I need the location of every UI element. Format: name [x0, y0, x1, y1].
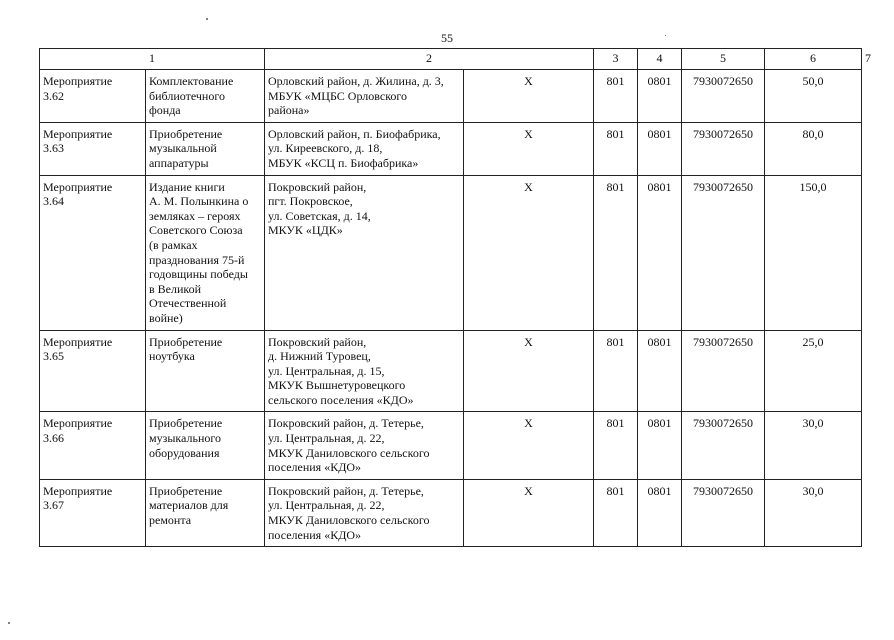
amount-cell: 150,0 [765, 175, 862, 330]
measure-cell: Мероприятие 3.66 [40, 412, 146, 479]
location-cell: Покровский район, д. Тетерье, ул. Центральная, д. 22, МКУК Даниловского сельского поселения «КДО» [265, 479, 464, 546]
name-cell: Комплектование библиотечного фонда [146, 70, 265, 123]
table-row [40, 479, 862, 546]
location-cell: Орловский район, д. Жилина, д. 3, МБУК «МЦБС Орловского района» [265, 70, 464, 123]
scan-speck [206, 18, 208, 20]
col5-cell: 0801 [638, 479, 682, 546]
col3-cell: Х [464, 122, 594, 175]
col3-cell: Х [464, 70, 594, 123]
location-cell: Покровский район, д. Нижний Туровец, ул. Центральная, д. 15, МКУК Вышнетуровецкого сельского поселения «КДО» [265, 330, 464, 412]
amount-cell: 50,0 [765, 70, 862, 123]
location-cell: Орловский район, п. Биофабрика, ул. Киреевского, д. 18, МБУК «КСЦ п. Биофабрика» [265, 122, 464, 175]
col5-cell: 0801 [638, 330, 682, 412]
amount-cell: 80,0 [765, 122, 862, 175]
col4-cell: 801 [594, 330, 638, 412]
col6-cell: 7930072650 [682, 122, 765, 175]
col3-cell: Х [464, 175, 594, 330]
measure-cell: Мероприятие 3.64 [40, 175, 146, 330]
header-cell-3: 3 [594, 49, 638, 70]
col5-cell: 0801 [638, 122, 682, 175]
col3-cell: Х [464, 479, 594, 546]
col4-cell: 801 [594, 122, 638, 175]
name-cell: Издание книги А. М. Полынкина о земляках – героях Советского Союза (в рамках празднования 75-й годовщины победы в Великой Отечественной войне) [146, 175, 265, 330]
col6-cell: 7930072650 [682, 175, 765, 330]
header-cell-5: 5 [682, 49, 765, 70]
col5-cell: 0801 [638, 412, 682, 479]
measure-cell: Мероприятие 3.62 [40, 70, 146, 123]
table-row [40, 330, 862, 412]
scan-speck [665, 35, 666, 36]
name-cell: Приобретение музыкального оборудования [146, 412, 265, 479]
col5-cell: 0801 [638, 175, 682, 330]
col6-cell: 7930072650 [682, 70, 765, 123]
header-cell-2: 2 [265, 49, 594, 70]
measure-cell: Мероприятие 3.65 [40, 330, 146, 412]
col3-cell: Х [464, 330, 594, 412]
location-cell: Покровский район, д. Тетерье, ул. Центральная, д. 22, МКУК Даниловского сельского поселения «КДО» [265, 412, 464, 479]
table-row [40, 412, 862, 479]
amount-cell: 30,0 [765, 479, 862, 546]
amount-cell: 25,0 [765, 330, 862, 412]
header-row: 1 2 3 4 5 6 7 [40, 49, 862, 70]
amount-cell: 30,0 [765, 412, 862, 479]
table-row [40, 175, 862, 330]
header-cell-4: 4 [638, 49, 682, 70]
col5-cell: 0801 [638, 70, 682, 123]
col6-cell: 7930072650 [682, 330, 765, 412]
table-body [40, 70, 862, 547]
col3-cell: Х [464, 412, 594, 479]
col4-cell: 801 [594, 175, 638, 330]
budget-table [39, 48, 871, 547]
measure-cell: Мероприятие 3.63 [40, 122, 146, 175]
scan-speck [8, 622, 10, 624]
col4-cell: 801 [594, 70, 638, 123]
location-cell: Покровский район, пгт. Покровское, ул. Советская, д. 14, МКУК «ЦДК» [265, 175, 464, 330]
header-cell-1: 1 [40, 49, 265, 70]
col4-cell: 801 [594, 479, 638, 546]
header-cell-6: 6 [765, 49, 862, 70]
col4-cell: 801 [594, 412, 638, 479]
col6-cell: 7930072650 [682, 412, 765, 479]
page-number: 55 [441, 31, 453, 45]
name-cell: Приобретение материалов для ремонта [146, 479, 265, 546]
col6-cell: 7930072650 [682, 479, 765, 546]
table-row [40, 70, 862, 123]
table-row [40, 122, 862, 175]
name-cell: Приобретение музыкальной аппаратуры [146, 122, 265, 175]
measure-cell: Мероприятие 3.67 [40, 479, 146, 546]
name-cell: Приобретение ноутбука [146, 330, 265, 412]
